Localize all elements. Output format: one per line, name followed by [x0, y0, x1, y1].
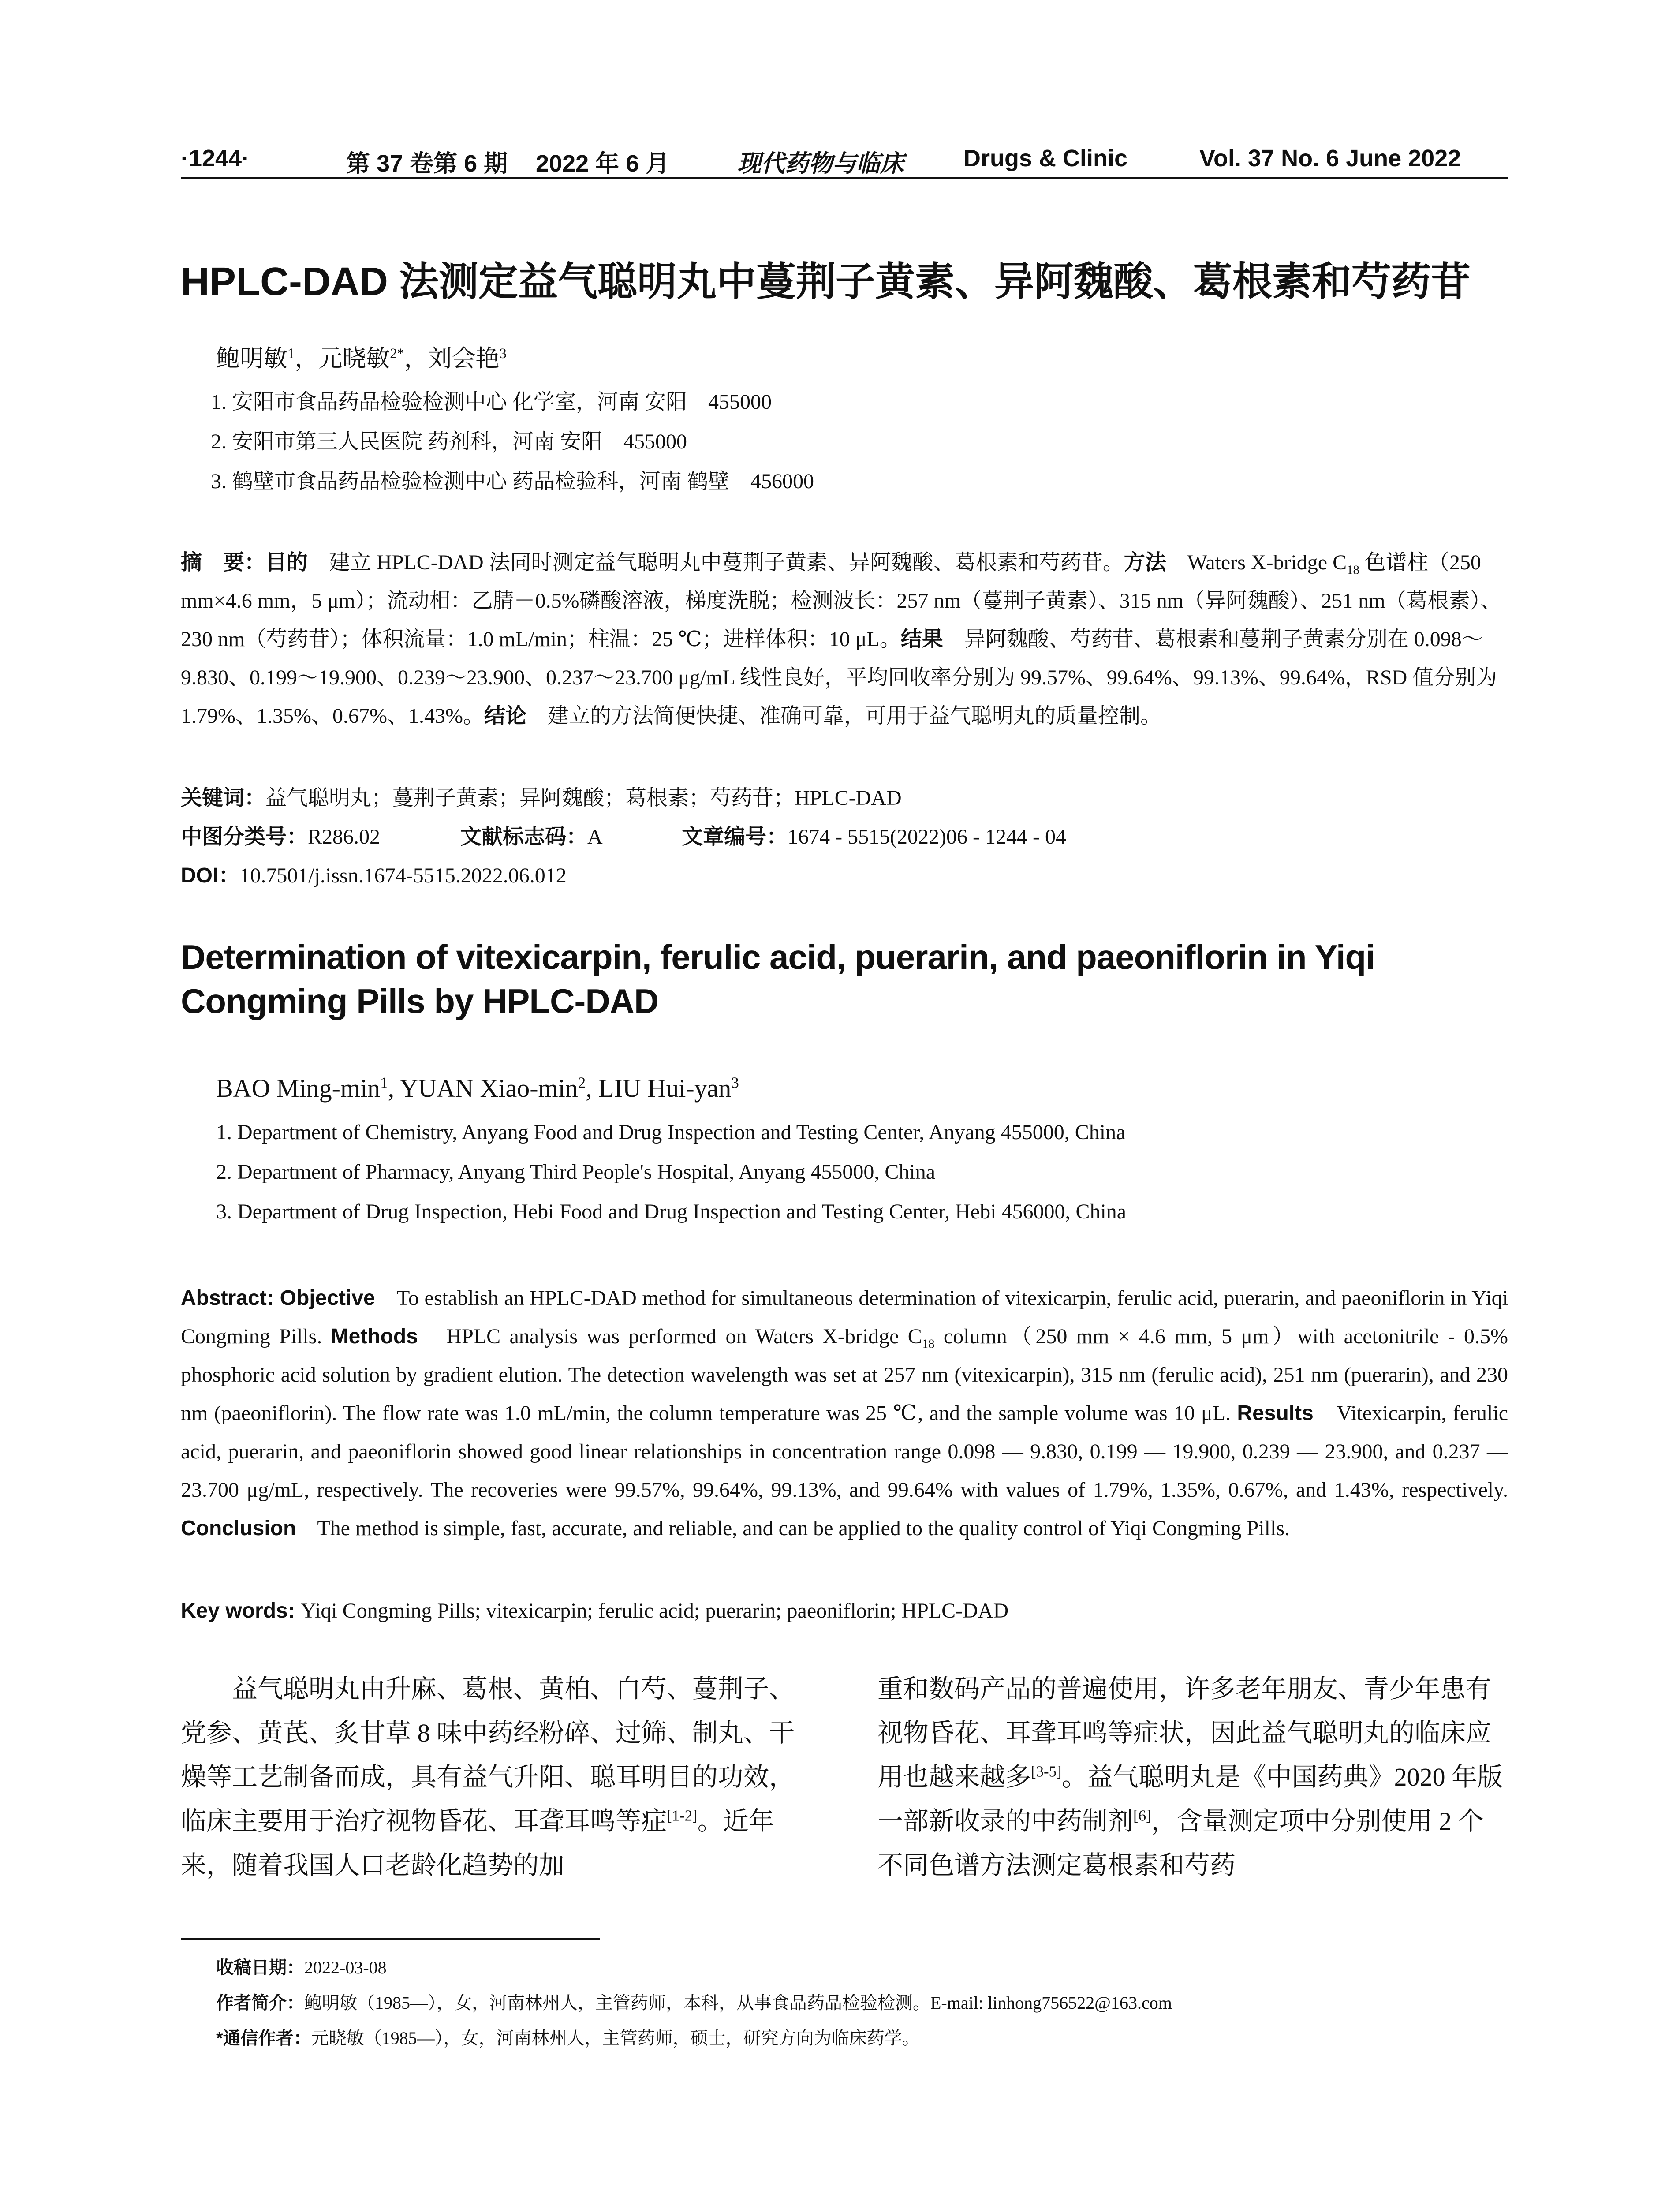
abstract-cn-conclusion-label: 结论 — [484, 704, 526, 728]
author-cn-2: 元晓敏 — [318, 345, 390, 372]
body-right-text-a: 重和数码产品的普遍使用，许多老年朋友、青少年患有视物昏花、耳聋耳鸣等症状，因此益气聪明丸的临床应用也越来越多 — [877, 1674, 1492, 1791]
author-cn-sep: ， — [404, 345, 428, 372]
citation-3-5: [3-5] — [1031, 1763, 1062, 1780]
keywords-en-text: Yiqi Congming Pills; vitexicarpin; ferulic acid; puerarin; paeoniflorin; HPLC-DAD — [301, 1599, 1009, 1622]
bio-label: 作者简介： — [216, 1993, 304, 2013]
affiliation-en-1: 1. Department of Chemistry, Anyang Food and Drug Inspection and Testing Center, Anyang 455000, China — [216, 1121, 1126, 1144]
author-en-3: LIU Hui-yan — [598, 1074, 732, 1102]
title-en-line1: Determination of vitexicarpin, ferulic acid, puerarin, and paeoniflorin in Yiqi — [181, 938, 1375, 976]
author-cn-2-sup: 2* — [390, 346, 404, 362]
authors-en — [216, 1073, 739, 1103]
keywords-cn-text: 益气聪明丸；蔓荆子黄素；异阿魏酸；葛根素；芍药苷；HPLC-DAD — [265, 786, 902, 810]
citation-1-2: [1-2] — [667, 1807, 698, 1824]
doi-value: 10.7501/j.issn.1674-5515.2022.06.012 — [239, 864, 567, 887]
abstract-cn-objective-label: 目的 — [265, 551, 308, 574]
body-column-left — [181, 1667, 811, 1887]
abstract-cn-objective: 建立 HPLC-DAD 法同时测定益气聪明丸中蔓荆子黄素、异阿魏酸、葛根素和芍药苷。 — [308, 551, 1124, 574]
article-number-value: 1674 - 5515(2022)06 - 1244 - 04 — [788, 825, 1066, 848]
keywords-en-label: Key words: — [181, 1599, 301, 1622]
doc-code-value: A — [587, 825, 602, 848]
abstract-cn-results-label: 结果 — [900, 628, 943, 651]
classification-cn — [181, 819, 1066, 850]
abstract-en-objective: To establish an HPLC-DAD method for simultaneous determination of vitexicarpin, ferulic acid, puerarin, and paeoniflorin in Yiqi Congming Pills. — [181, 1286, 1508, 1348]
footnote-received — [216, 1954, 387, 1979]
keywords-cn — [181, 781, 902, 811]
keywords-cn-label: 关键词： — [181, 786, 266, 810]
abstract-en-objective-label: Objective — [280, 1286, 375, 1310]
authors-cn — [216, 340, 507, 374]
article-number-label: 文章编号： — [682, 825, 788, 848]
title-cn-text: HPLC-DAD 法测定益气聪明丸中蔓荆子黄素、异阿魏酸、葛根素和芍药苷 — [181, 260, 1471, 304]
abstract-en — [181, 1279, 1508, 1547]
bio-text: 鲍明敏（1985—），女，河南林州人，主管药师，本科，从事食品药品检验检测。E-mail: linhong756522@163.com — [304, 1993, 1172, 2013]
body-right-text-b: 。益气聪明丸是《中国药典》2020 年版一部新收录的中药制剂 — [877, 1763, 1503, 1835]
abstract-cn-label: 摘 要： — [181, 551, 266, 574]
clc-label: 中图分类号： — [181, 825, 308, 848]
author-en-sep: , — [586, 1074, 599, 1102]
abstract-en-results: Vitexicarpin, ferulic acid, puerarin, and paeoniflorin showed good linear relationships in concentration range 0.098 — 9.830, 0.199 — 19.900, 0.239 — 23.900, and 0.237 — 23.700 μg/mL, respectively. The recoveries were 99.57%, 99.64%, 99.13%, and 99.64% with values of 1.79%, 1.35%, 0.67%, and 1.43%, respectively. — [181, 1401, 1508, 1502]
author-en-3-sup: 3 — [731, 1074, 739, 1091]
title-en-line2: Congming Pills by HPLC-DAD — [181, 982, 659, 1020]
header-rule — [181, 177, 1508, 179]
abstract-cn-results: 异阿魏酸、芍药苷、葛根素和蔓荆子黄素分别在 0.098～9.830、0.199～19.900、0.239～23.900、0.237～23.700 μg/mL 线性良好，平均回收率分别为 99.57%、99.64%、99.13%、99.64%，RSD 值分别为 1.79%、1.35%、0.67%、1.43%。 — [181, 628, 1497, 728]
abstract-en-methods-b: column（250 mm × 4.6 mm, 5 μm）with acetonitrile - 0.5% phosphoric acid solution by gradient elution. The detection wavelength was set at 257 nm (vitexicarpin), 315 nm (ferulic acid), 251 nm (puerarin), and 230 nm (paeoniflorin). The flow rate was 1.0 mL/min, the column temperature was 25 ℃, and the sample volume was 10 μL. — [181, 1325, 1508, 1425]
abstract-en-label: Abstract: — [181, 1286, 280, 1310]
citation-6: [6] — [1133, 1807, 1151, 1824]
journal-name-en: Drugs & Clinic — [963, 145, 1128, 172]
doi — [181, 858, 567, 889]
doc-code-label: 文献标志码： — [460, 825, 588, 848]
received-label: 收稿日期： — [216, 1958, 304, 1977]
author-en-2-sup: 2 — [578, 1074, 586, 1091]
footnote-corresponding — [216, 2024, 920, 2049]
volume-en: Vol. 37 No. 6 June 2022 — [1199, 145, 1461, 172]
body-column-right — [877, 1667, 1508, 1887]
author-en-1: BAO Ming-min — [216, 1074, 381, 1102]
author-cn-1-sup: 1 — [287, 346, 295, 362]
abstract-cn-methods-label: 方法 — [1124, 551, 1166, 574]
affiliation-cn-1: 1. 安阳市食品药品检验检测中心 化学室，河南 安阳 455000 — [211, 390, 772, 414]
date-cn: 2022 年 6 月 — [536, 150, 670, 177]
abstract-cn-methods-a: Waters X-bridge C — [1166, 551, 1347, 574]
abstract-en-methods-label: Methods — [331, 1325, 418, 1348]
running-header — [181, 140, 1508, 176]
body-left-text-b: 。近年来，随着我国人口老龄化趋势的加 — [181, 1807, 774, 1880]
affiliation-en-3: 3. Department of Drug Inspection, Hebi Food and Drug Inspection and Testing Center, Hebi 456000, China — [216, 1200, 1127, 1223]
doi-label: DOI： — [181, 864, 240, 887]
corresponding-text: 元晓敏（1985—），女，河南林州人，主管药师，硕士，研究方向为临床药学。 — [311, 2028, 920, 2048]
clc-value: R286.02 — [308, 825, 381, 848]
author-en-1-sup: 1 — [380, 1074, 388, 1091]
journal-name-cn: 现代药物与临床 — [737, 150, 904, 177]
body-right-text-c: ，含量测定项中分别使用 2 个不同色谱方法测定葛根素和芍药 — [877, 1807, 1484, 1880]
affiliation-cn-2: 2. 安阳市第三人民医院 药剂科，河南 安阳 455000 — [211, 430, 687, 453]
body-left-text-a: 益气聪明丸由升麻、葛根、黄柏、白芍、蔓荆子、党参、黄芪、炙甘草 8 味中药经粉碎、过筛、制丸、干燥等工艺制备而成，具有益气升阳、聪耳明目的功效，临床主要用于治疗视物昏花、耳聋耳鸣等症 — [181, 1674, 795, 1835]
abstract-cn — [181, 543, 1508, 735]
title-cn — [181, 249, 1471, 306]
abstract-en-methods-a: HPLC analysis was performed on Waters X-bridge C — [418, 1325, 922, 1348]
author-cn-3-sup: 3 — [499, 346, 507, 362]
page-number: ·1244· — [181, 145, 250, 172]
abstract-en-conclusion-label: Conclusion — [181, 1517, 296, 1540]
abstract-en-methods-sub: 18 — [922, 1337, 935, 1351]
affiliation-cn-3: 3. 鹤壁市食品药品检验检测中心 药品检验科，河南 鹤壁 456000 — [211, 470, 814, 493]
received-date: 2022-03-08 — [304, 1958, 387, 1977]
abstract-cn-methods-sub: 18 — [1347, 563, 1359, 577]
author-en-2: YUAN Xiao-min — [399, 1074, 578, 1102]
corresponding-label: *通信作者： — [216, 2029, 311, 2048]
author-cn-3: 刘会艳 — [428, 345, 500, 372]
author-cn-1: 鲍明敏 — [216, 345, 287, 372]
abstract-cn-conclusion: 建立的方法简便快捷、准确可靠，可用于益气聪明丸的质量控制。 — [526, 704, 1161, 728]
author-cn-sep: ， — [295, 345, 319, 372]
affiliation-en-2: 2. Department of Pharmacy, Anyang Third People's Hospital, Anyang 455000, China — [216, 1160, 936, 1184]
abstract-cn-methods-b: 色谱柱（250 mm×4.6 mm，5 μm）；流动相：乙腈－0.5%磷酸溶液，梯度洗脱；检测波长：257 nm（蔓荆子黄素）、315 nm（异阿魏酸）、251 nm（葛根素）、230 nm（芍药苷）；体积流量：1.0 mL/min；柱温：25 ℃；进样体积：10 μL。 — [181, 551, 1502, 651]
keywords-en — [181, 1599, 1008, 1623]
volume-cn: 第 37 卷第 6 期 — [346, 150, 508, 177]
abstract-en-results-label: Results — [1237, 1401, 1314, 1425]
footnote-author-bio — [216, 1989, 1172, 2014]
abstract-en-conclusion: The method is simple, fast, accurate, and reliable, and can be applied to the quality control of Yiqi Congming Pills. — [296, 1517, 1290, 1540]
footnote-rule — [181, 1938, 600, 1940]
author-en-sep: , — [388, 1074, 400, 1102]
